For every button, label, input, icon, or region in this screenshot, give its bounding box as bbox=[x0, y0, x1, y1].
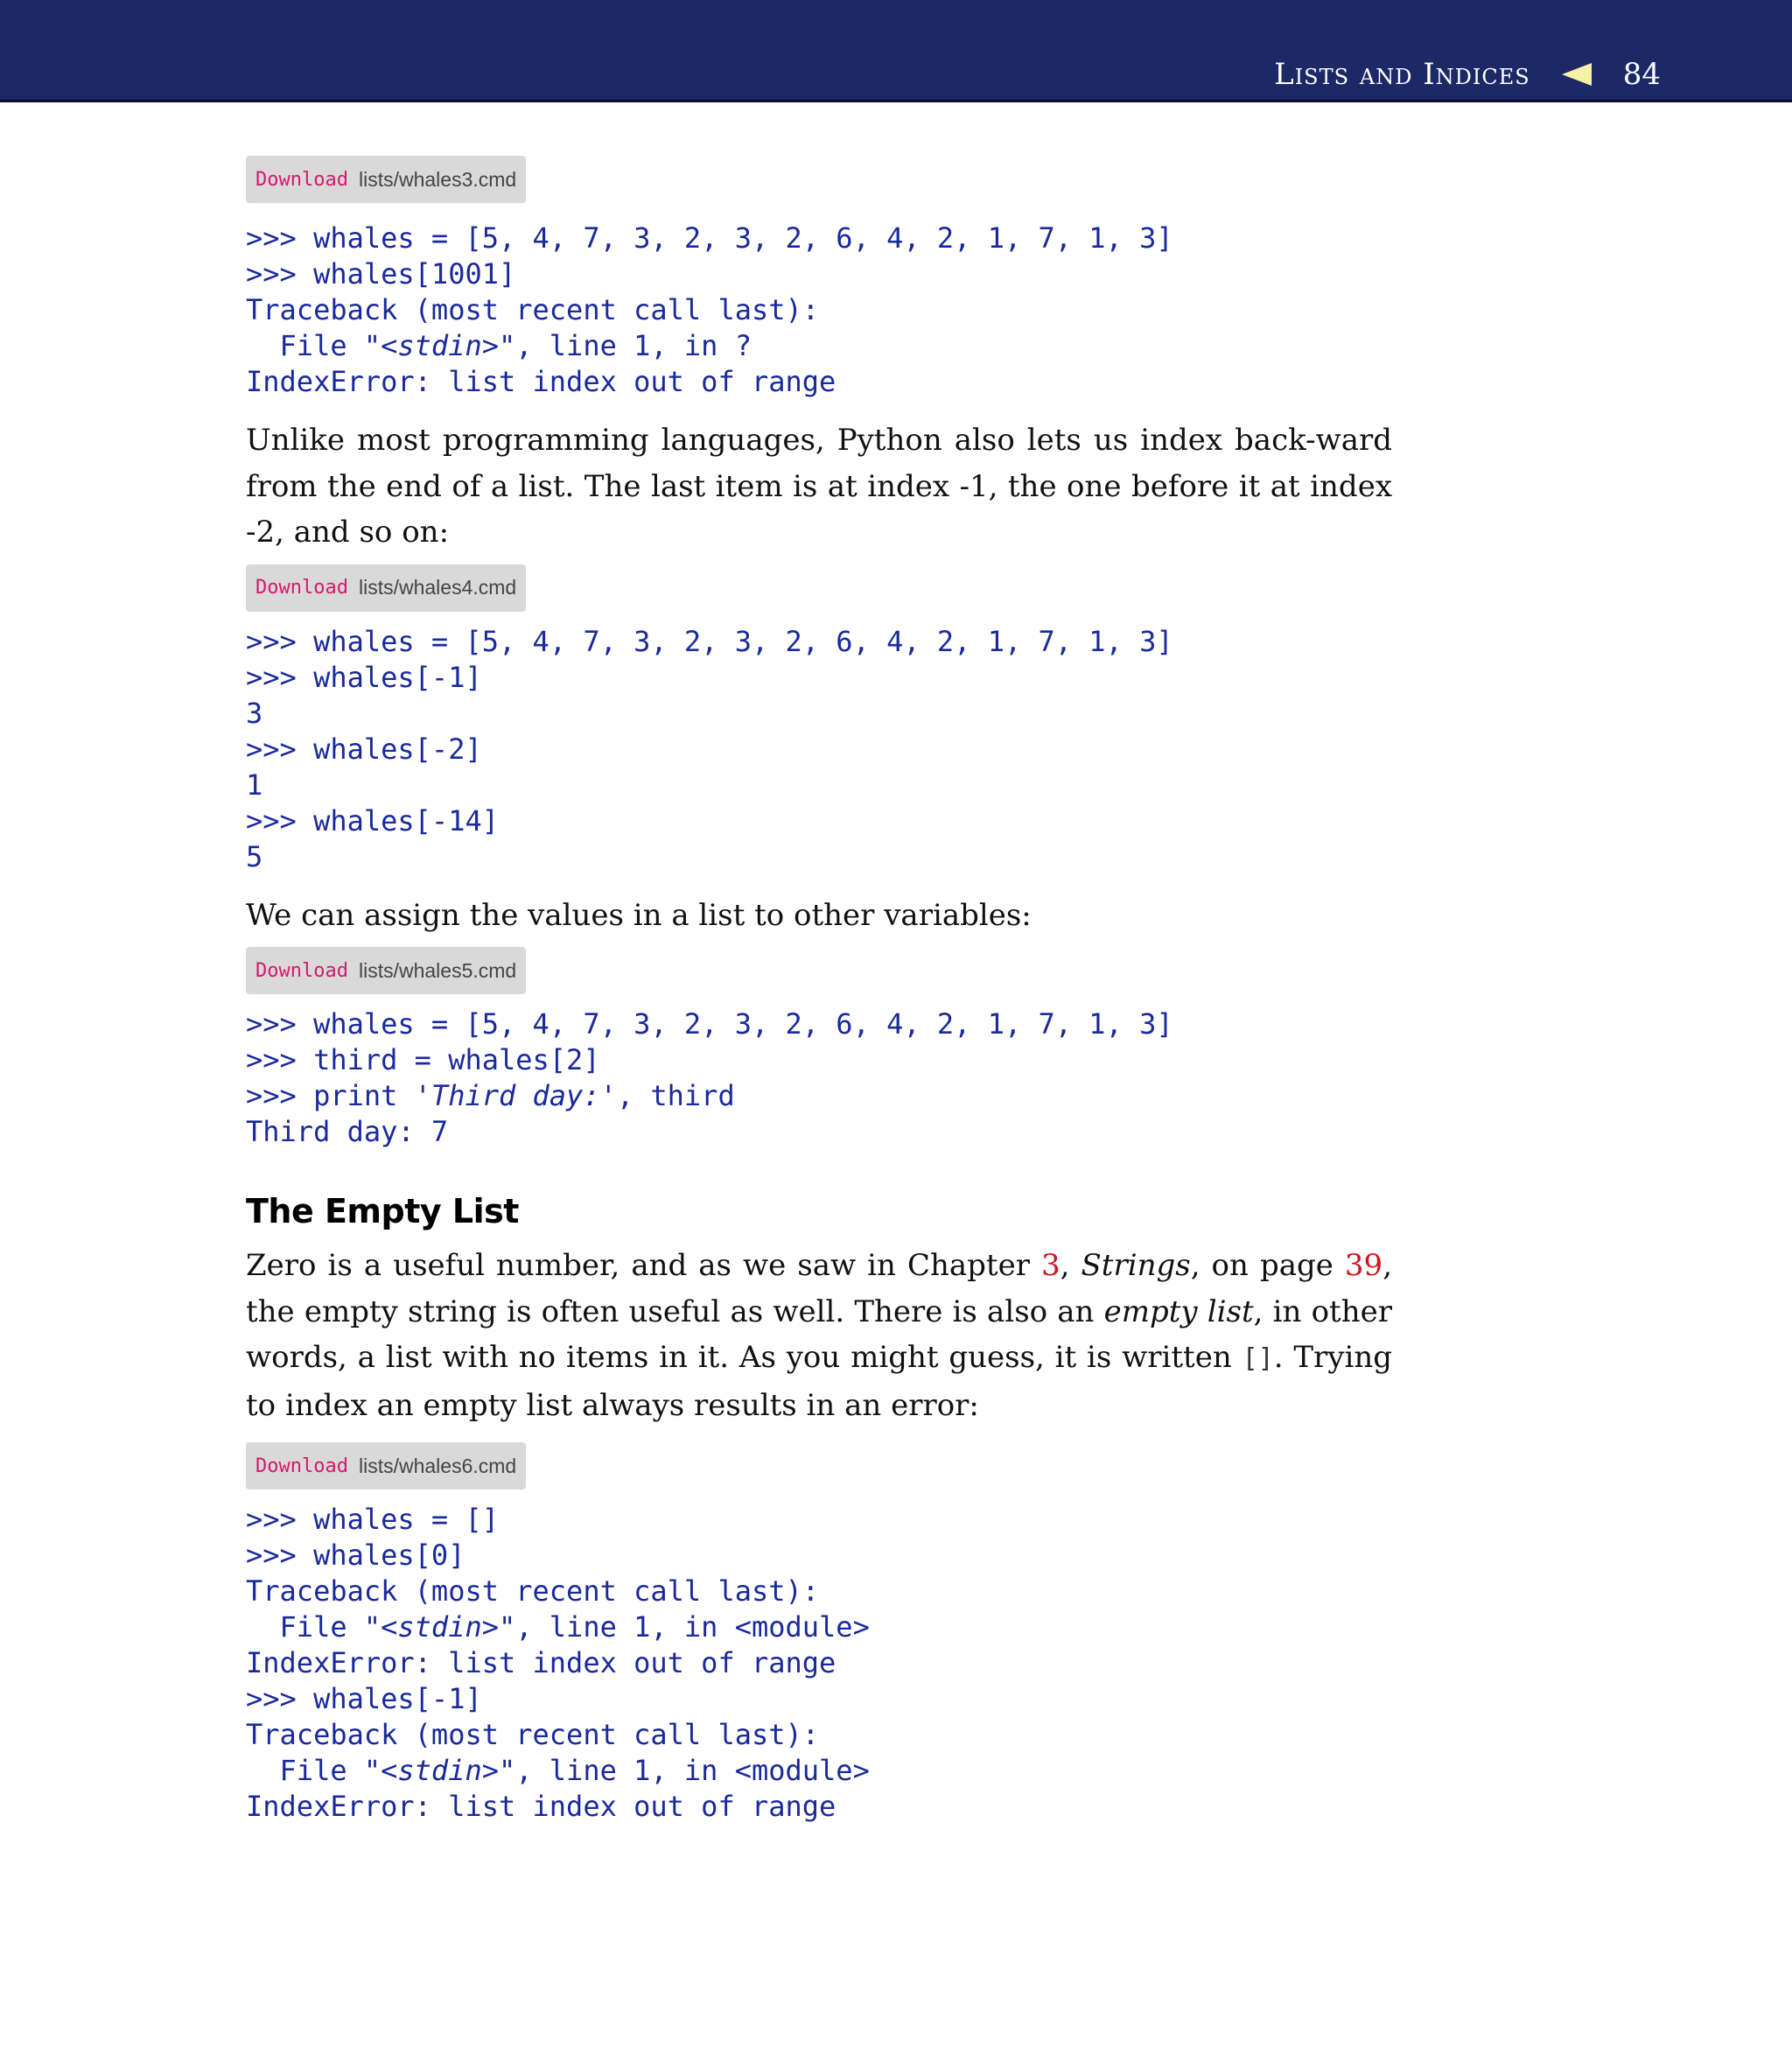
code-line: >>> whales = [] bbox=[246, 1503, 499, 1536]
page-reference-link[interactable]: 39 bbox=[1344, 1248, 1383, 1283]
download-label: Download bbox=[256, 959, 348, 982]
text-run: , bbox=[1060, 1248, 1082, 1283]
defined-term: empty list bbox=[1103, 1293, 1254, 1329]
code-line: >>> third = whales[2] bbox=[246, 1043, 600, 1076]
code-line: >>> whales = [5, 4, 7, 3, 2, 3, 2, 6, 4, 2, 1, 7, 1, 3] bbox=[246, 221, 1173, 255]
code-line: Traceback (most recent call last): bbox=[246, 1574, 820, 1608]
download-label: Download bbox=[256, 168, 348, 191]
text-run: . Trying to index an empty list always results in an error: bbox=[246, 1340, 1392, 1423]
page-content bbox=[246, 156, 1392, 1825]
chapter-reference-link[interactable]: 3 bbox=[1041, 1248, 1060, 1283]
code-line: >>> whales[1001] bbox=[246, 257, 516, 291]
code-line: >>> whales[-1] bbox=[246, 1682, 482, 1715]
code-line: IndexError: list index out of range bbox=[246, 365, 836, 398]
download-filename: lists/whales5.cmd bbox=[358, 958, 517, 982]
download-label: Download bbox=[256, 577, 348, 599]
paragraph-assign-values: We can assign the values in a list to other variables: bbox=[246, 897, 1032, 933]
code-line bbox=[246, 1610, 870, 1644]
download-link-whales6[interactable] bbox=[246, 1442, 526, 1490]
text-run: , in other words, a list with no items in it. As you might guess, it is written bbox=[246, 1293, 1392, 1375]
header-right bbox=[1274, 53, 1661, 96]
code-line: Traceback (most recent call last): bbox=[246, 1718, 820, 1751]
inline-code: [] bbox=[1242, 1343, 1274, 1374]
code-line: 5 bbox=[246, 839, 263, 873]
code-line: >>> whales[-14] bbox=[246, 803, 499, 838]
code-fragment: File " bbox=[246, 1754, 382, 1787]
download-link-whales5[interactable] bbox=[246, 947, 526, 994]
code-line bbox=[246, 329, 752, 362]
code-line bbox=[246, 1754, 870, 1787]
code-block-whales3 bbox=[246, 221, 1392, 400]
text-run: Zero is a useful number, and as we saw in Chapter bbox=[246, 1248, 1041, 1283]
code-block-whales4 bbox=[246, 624, 1392, 875]
code-fragment: File " bbox=[246, 329, 382, 362]
code-line bbox=[246, 1079, 735, 1112]
code-fragment: ", line 1, in <module> bbox=[498, 1610, 870, 1644]
code-fragment: File " bbox=[246, 1610, 382, 1644]
back-arrow-icon[interactable] bbox=[1562, 63, 1592, 86]
code-line: IndexError: list index out of range bbox=[246, 1790, 836, 1823]
code-fragment-italic: <stdin> bbox=[381, 1610, 499, 1644]
code-block-whales6 bbox=[246, 1502, 1392, 1825]
code-line: >>> whales = [5, 4, 7, 3, 2, 3, 2, 6, 4, 2, 1, 7, 1, 3] bbox=[246, 1007, 1173, 1041]
download-link-whales3[interactable] bbox=[246, 156, 526, 203]
text-run: , on page bbox=[1190, 1248, 1345, 1283]
code-fragment: ", line 1, in <module> bbox=[498, 1754, 870, 1787]
code-block-whales5 bbox=[246, 1006, 1392, 1150]
code-line: >>> whales[-2] bbox=[246, 732, 482, 766]
page-header bbox=[0, 0, 1792, 102]
code-line: >>> whales = [5, 4, 7, 3, 2, 3, 2, 6, 4, 2, 1, 7, 1, 3] bbox=[246, 624, 1173, 658]
code-fragment: , third bbox=[616, 1079, 735, 1112]
download-label: Download bbox=[256, 1455, 348, 1477]
download-filename: lists/whales6.cmd bbox=[358, 1454, 517, 1477]
download-filename: lists/whales3.cmd bbox=[358, 167, 517, 191]
download-link-whales4[interactable] bbox=[246, 564, 526, 612]
text-run: , the empty string is often useful as well. There is also an bbox=[246, 1248, 1392, 1329]
code-fragment-italic: <stdin> bbox=[381, 329, 499, 362]
code-line: >>> whales[-1] bbox=[246, 660, 482, 694]
code-line: IndexError: list index out of range bbox=[246, 1646, 836, 1679]
code-line: Third day: 7 bbox=[246, 1115, 449, 1148]
page-number: 84 bbox=[1622, 57, 1661, 92]
paragraph-negative-index: Unlike most programming languages, Python also lets us index back-ward from the end of a list. The last item is at index -1, the one before it at index -2, and so on: bbox=[246, 423, 1392, 550]
paragraph-empty-list bbox=[246, 1243, 1392, 1428]
code-line: >>> whales[0] bbox=[246, 1539, 466, 1572]
code-line: 1 bbox=[246, 768, 263, 802]
chapter-title: Strings bbox=[1081, 1248, 1191, 1283]
code-fragment-italic: <stdin> bbox=[381, 1754, 499, 1787]
code-fragment: >>> print bbox=[246, 1079, 415, 1112]
code-fragment: ", line 1, in ? bbox=[498, 329, 752, 362]
code-fragment-italic: 'Third day:' bbox=[414, 1079, 617, 1112]
code-line: 3 bbox=[246, 696, 263, 730]
running-title: Lists and Indices bbox=[1274, 57, 1530, 92]
code-line: Traceback (most recent call last): bbox=[246, 293, 820, 326]
download-filename: lists/whales4.cmd bbox=[358, 576, 517, 599]
section-heading: The Empty List bbox=[246, 1192, 519, 1230]
